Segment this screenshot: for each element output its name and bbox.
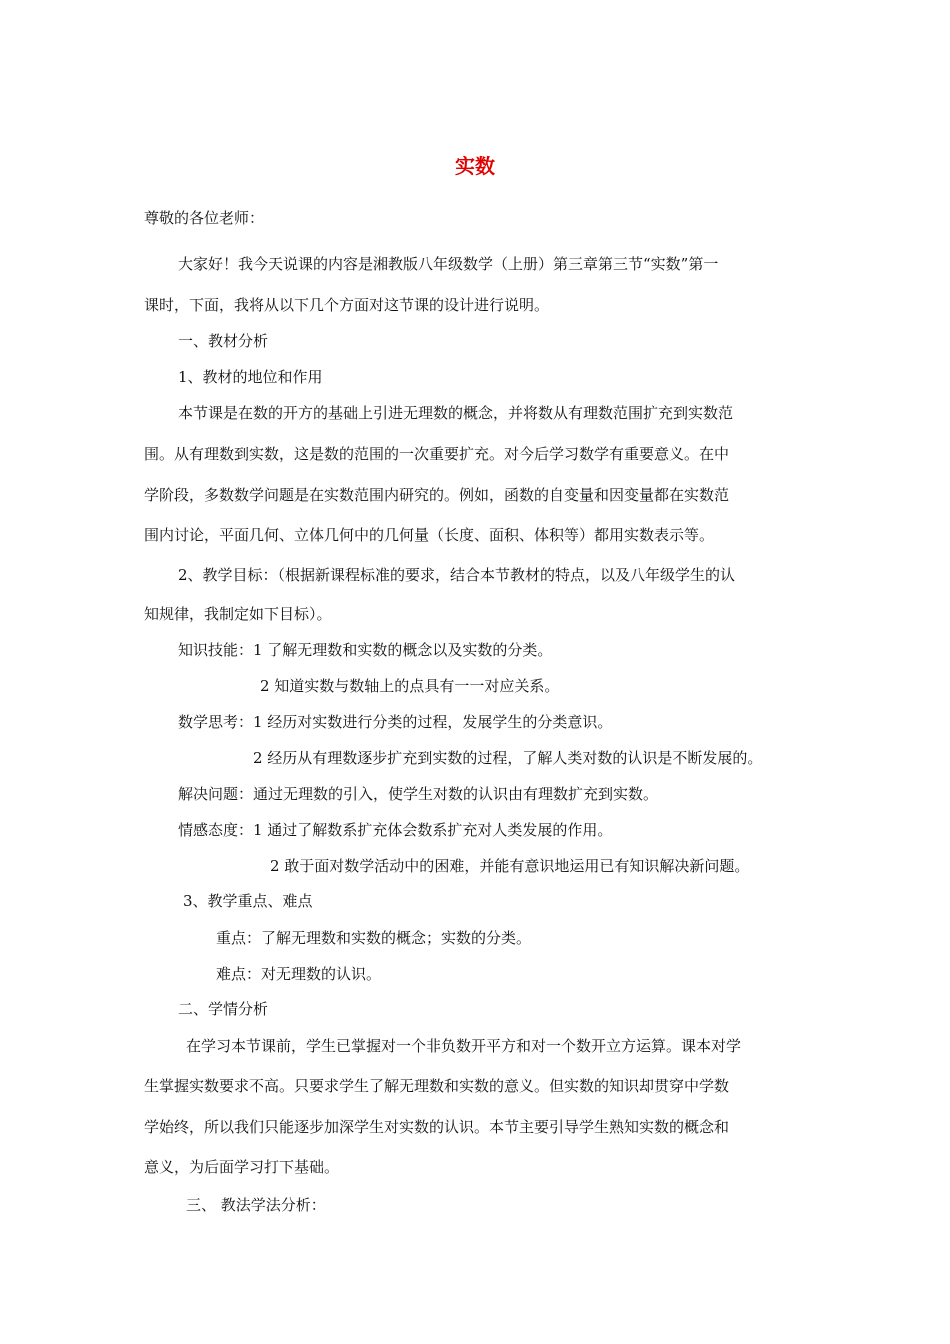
- section-1-heading: 一、教材分析: [178, 332, 269, 350]
- key-point: 重点：了解无理数和实数的概念；实数的分类。: [216, 929, 532, 947]
- goal-emotion-1: 情感态度：1 通过了解数系扩充体会数系扩充对人类发展的作用。: [178, 821, 613, 839]
- goal-knowledge-2: 2 知道实数与数轴上的点具有一一对应关系。: [260, 677, 560, 695]
- goal-emotion-2: 2 敢于面对数学活动中的困难，并能有意识地运用已有知识解决新问题。: [270, 857, 750, 875]
- document-title: 实数: [455, 154, 495, 178]
- para-1-line-2: 围。从有理数到实数，这是数的范围的一次重要扩充。对今后学习数学有重要意义。在中: [144, 445, 730, 463]
- para-1-line-3: 学阶段，多数数学问题是在实数范围内研究的。例如，函数的自变量和因变量都在实数范: [144, 486, 730, 504]
- goal-knowledge-1: 知识技能：1 了解无理数和实数的概念以及实数的分类。: [178, 641, 553, 659]
- section-1-3-heading: 3、教学重点、难点: [183, 892, 313, 910]
- para-1-line-4: 围内讨论，平面几何、立体几何中的几何量（长度、面积、体积等）都用实数表示等。: [144, 526, 715, 544]
- section-1-2-line-1: 2、教学目标：（根据新课程标准的要求，结合本节教材的特点，以及八年级学生的认: [178, 566, 736, 584]
- goal-math-thinking-1: 数学思考：1 经历对实数进行分类的过程，发展学生的分类意识。: [178, 713, 613, 731]
- section-3-heading: 三、 教法学法分析：: [186, 1196, 326, 1214]
- greeting: 尊敬的各位老师：: [144, 209, 265, 227]
- para-1-line-1: 本节课是在数的开方的基础上引进无理数的概念，并将数从有理数范围扩充到实数范: [178, 404, 734, 422]
- intro-line-1: 大家好！我今天说课的内容是湘教版八年级数学（上册）第三章第三节“实数”第一: [178, 255, 719, 273]
- goal-math-thinking-2: 2 经历从有理数逐步扩充到实数的过程，了解人类对数的认识是不断发展的。: [253, 749, 763, 767]
- section-1-1-heading: 1、教材的地位和作用: [178, 368, 323, 386]
- section-1-2-line-2: 知规律，我制定如下目标）。: [144, 605, 332, 623]
- difficult-point: 难点：对无理数的认识。: [216, 965, 382, 983]
- intro-line-2: 课时，下面，我将从以下几个方面对这节课的设计进行说明。: [144, 296, 550, 314]
- goal-problem-solving: 解决问题：通过无理数的引入，使学生对数的认识由有理数扩充到实数。: [178, 785, 659, 803]
- section-2-heading: 二、学情分析: [178, 1000, 269, 1018]
- para-2-line-4: 意义，为后面学习打下基础。: [144, 1158, 340, 1176]
- para-2-line-2: 生掌握实数要求不高。只要求学生了解无理数和实数的意义。但实数的知识却贯穿中学数: [144, 1077, 730, 1095]
- para-2-line-3: 学始终，所以我们只能逐步加深学生对实数的认识。本节主要引导学生熟知实数的概念和: [144, 1118, 730, 1136]
- para-2-line-1: 在学习本节课前，学生已掌握对一个非负数开平方和对一个数开立方运算。课本对学: [186, 1037, 742, 1055]
